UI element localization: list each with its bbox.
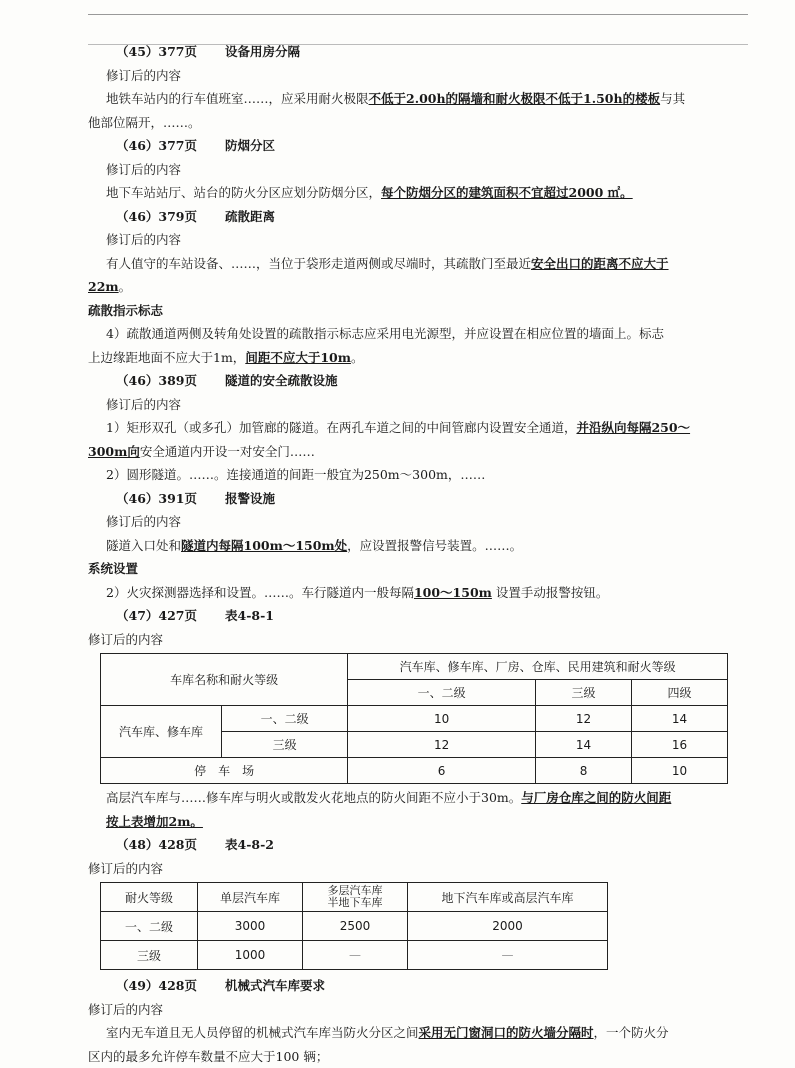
table-cell: 2500 <box>303 912 408 941</box>
paragraph-cont: 上边缘距地面不应大于1m，间距不应大于10m。 <box>88 346 748 370</box>
table-cell: 2000 <box>408 912 608 941</box>
scan-top-rule <box>88 14 748 15</box>
table-cell: 停 车 场 <box>101 758 348 784</box>
table-header-cell: 车库名称和耐火等级 <box>101 654 348 706</box>
garage-area-table <box>100 882 608 970</box>
subheading: 疏散指示标志 <box>88 299 748 323</box>
paragraph: 地铁车站内的行车值班室……，应采用耐火极限不低于2.00h的隔墙和耐火极限不低于1.50h的楼板与其 <box>88 87 748 111</box>
table-header-cell: 耐火等级 <box>101 883 198 912</box>
section-heading-49: （49）428页 机械式汽车库要求 <box>88 974 748 998</box>
revised-label: 修订后的内容 <box>88 393 748 417</box>
revised-label: 修订后的内容 <box>88 998 748 1022</box>
table-cell: — <box>408 941 608 970</box>
table-cell: 16 <box>632 732 728 758</box>
paragraph: 地下车站站厅、站台的防火分区应划分防烟分区，每个防烟分区的建筑面积不宜超过2000 ㎡。 <box>88 181 748 205</box>
table-header-cell: 汽车库、修车库、厂房、仓库、民用建筑和耐火等级 <box>348 654 728 680</box>
revised-label: 修订后的内容 <box>88 857 748 881</box>
paragraph-cont: 按上表增加2m。 <box>88 810 748 834</box>
section-heading-46-alarm: （46）391页 报警设施 <box>88 487 748 511</box>
paragraph-cont: 22m。 <box>88 275 748 299</box>
table-cell: 三级 <box>101 941 198 970</box>
section-heading-46-evac: （46）379页 疏散距离 <box>88 205 748 229</box>
table-header-cell: 四级 <box>632 680 728 706</box>
document-page <box>88 40 748 1068</box>
section-heading-48: （48）428页 表4-8-2 <box>88 833 748 857</box>
paragraph: 2）火灾探测器选择和设置。……。车行隧道内一般每隔100～150m 设置手动报警按钮。 <box>88 581 748 605</box>
table-cell: 14 <box>632 706 728 732</box>
table-header-cell: 地下汽车库或高层汽车库 <box>408 883 608 912</box>
fire-distance-table <box>100 653 728 784</box>
paragraph: 有人值守的车站设备、……，当位于袋形走道两侧或尽端时，其疏散门至最近安全出口的距离不应大于 <box>88 252 748 276</box>
table-cell: 1000 <box>198 941 303 970</box>
table-cell: 6 <box>348 758 536 784</box>
table-cell: 10 <box>348 706 536 732</box>
table-cell: 8 <box>536 758 632 784</box>
section-heading-45: （45）377页 设备用房分隔 <box>88 40 748 64</box>
revised-label: 修订后的内容 <box>88 158 748 182</box>
section-heading-47: （47）427页 表4-8-1 <box>88 604 748 628</box>
revised-label: 修订后的内容 <box>88 228 748 252</box>
revised-label: 修订后的内容 <box>88 510 748 534</box>
table-cell: 12 <box>348 732 536 758</box>
table-cell: 一、二级 <box>101 912 198 941</box>
table-cell: 14 <box>536 732 632 758</box>
paragraph: 高层汽车库与……修车库与明火或散发火花地点的防火间距不应小于30m。与厂房仓库之间的防火间距 <box>88 786 748 810</box>
header-line: 半地下车库 <box>303 897 407 909</box>
table-header-cell: 单层汽车库 <box>198 883 303 912</box>
table-cell: 一、二级 <box>222 706 348 732</box>
header-line: 多层汽车库 <box>303 885 407 897</box>
table-cell: 三级 <box>222 732 348 758</box>
table-cell: 汽车库、修车库 <box>101 706 222 758</box>
section-heading-46-smoke: （46）377页 防烟分区 <box>88 134 748 158</box>
table-header-cell <box>303 883 408 912</box>
paragraph-cont: 他部位隔开，……。 <box>88 111 748 135</box>
paragraph: 4）疏散通道两侧及转角处设置的疏散指示标志应采用电光源型，并应设置在相应位置的墙面上。标志 <box>88 322 748 346</box>
paragraph: 1）矩形双孔（或多孔）加管廊的隧道。在两孔车道之间的中间管廊内设置安全通道，并沿纵向每隔250～ <box>88 416 748 440</box>
table-cell: 12 <box>536 706 632 732</box>
table-header-cell: 三级 <box>536 680 632 706</box>
table-header-cell: 一、二级 <box>348 680 536 706</box>
paragraph: 室内无车道且无人员停留的机械式汽车库当防火分区之间采用无门窗洞口的防火墙分隔时，一个防火分 <box>88 1021 748 1045</box>
section-heading-46-tunnel: （46）389页 隧道的安全疏散设施 <box>88 369 748 393</box>
revised-label: 修订后的内容 <box>88 64 748 88</box>
table-cell: 3000 <box>198 912 303 941</box>
paragraph-cont: 300m向安全通道内开设一对安全门…… <box>88 440 748 464</box>
table-cell: 10 <box>632 758 728 784</box>
paragraph: 隧道入口处和隧道内每隔100m～150m处，应设置报警信号装置。……。 <box>88 534 748 558</box>
table-cell: — <box>303 941 408 970</box>
paragraph: 2）圆形隧道。……。连接通道的间距一般宜为250m～300m，…… <box>88 463 748 487</box>
revised-label: 修订后的内容 <box>88 628 748 652</box>
subheading: 系统设置 <box>88 557 748 581</box>
paragraph-cont: 区内的最多允许停车数量不应大于100 辆； <box>88 1045 748 1068</box>
